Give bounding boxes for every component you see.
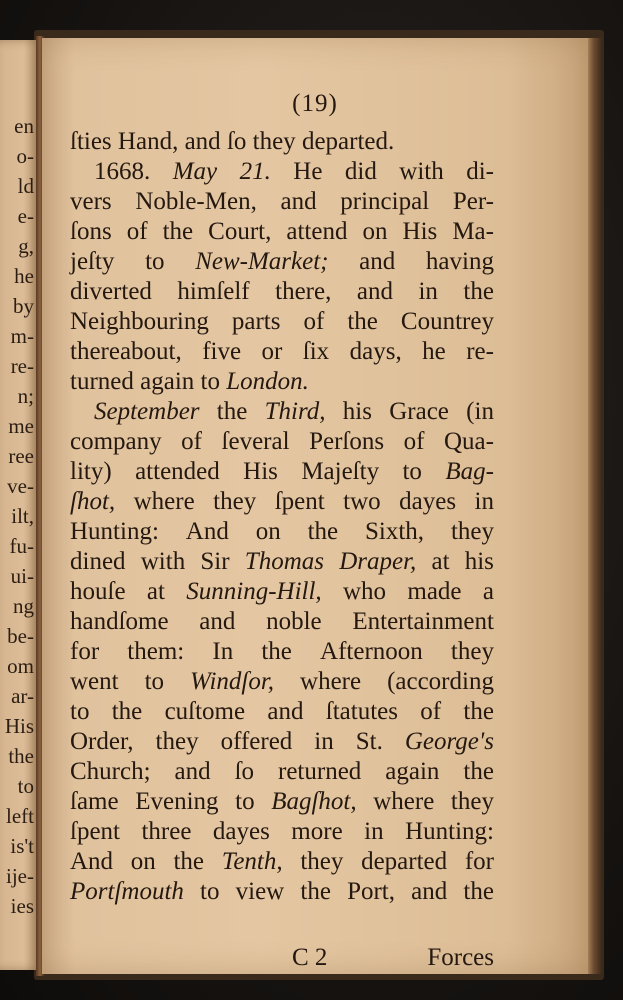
word: for: [70, 638, 100, 665]
word: the: [173, 848, 205, 875]
left-page-fragment: g,: [18, 234, 34, 258]
text-line: [70, 547, 494, 577]
word: where: [133, 488, 195, 515]
left-page-fragment: His: [4, 714, 34, 738]
word: five: [202, 338, 242, 365]
left-page-fragment: ve-: [7, 474, 34, 498]
word: in: [418, 278, 438, 305]
word: who: [343, 578, 387, 605]
text-line: [70, 157, 494, 187]
word: lity): [70, 458, 112, 485]
text-line: [70, 187, 494, 217]
word: they: [300, 848, 344, 875]
word: St.: [355, 728, 383, 755]
word: more: [291, 818, 343, 845]
word: view: [235, 878, 285, 905]
word: Bag-: [445, 458, 494, 485]
word: again: [140, 368, 201, 395]
word: to: [235, 788, 255, 815]
word: of: [303, 308, 325, 335]
word: New-Market;: [195, 248, 329, 275]
page-body-text: [70, 127, 494, 907]
text-line: [70, 307, 494, 337]
word: the: [111, 698, 143, 725]
text-line: [70, 127, 494, 157]
word: Bagſhot,: [271, 788, 357, 815]
word: parts: [231, 308, 281, 335]
word: on: [362, 218, 388, 245]
word: to: [200, 368, 227, 395]
book-page: [42, 38, 588, 974]
word: attended: [135, 458, 220, 485]
left-page-fragment: be-: [7, 624, 34, 648]
word: for: [464, 848, 494, 875]
signature-mark: C 2: [292, 944, 328, 971]
word: ſties: [70, 128, 118, 155]
left-page-fragment: om: [7, 654, 34, 678]
left-page-fragment: ui-: [10, 564, 34, 588]
word: the: [347, 308, 378, 335]
text-line: [70, 427, 494, 457]
word: And: [70, 848, 114, 875]
word: having: [425, 248, 494, 275]
word: Third,: [264, 398, 326, 425]
left-page-fragment: en: [14, 114, 34, 138]
word: of: [420, 698, 442, 725]
catchword: Forces: [427, 944, 494, 971]
left-page-fragment: ng: [13, 594, 34, 618]
left-page-fragment: ije-: [6, 864, 34, 888]
word: dayes: [399, 488, 457, 515]
word: did: [344, 158, 377, 185]
word: Sixth,: [365, 518, 425, 545]
word: Church;: [70, 758, 151, 785]
word: the: [300, 878, 331, 905]
word: jeſty: [70, 248, 115, 275]
word: the: [162, 218, 194, 245]
left-page-fragment: e-: [17, 204, 34, 228]
word: di-: [466, 158, 494, 185]
word: turned: [70, 368, 141, 395]
text-line: [70, 757, 494, 787]
word: Grace: [389, 398, 449, 425]
word: the: [463, 278, 494, 305]
word: and: [280, 188, 317, 215]
word: the: [307, 518, 339, 545]
word: attend: [286, 218, 348, 245]
word: (according: [387, 668, 494, 695]
word: 1668.: [94, 158, 151, 185]
word: Majeſty: [301, 458, 380, 485]
page-footer: [70, 943, 494, 973]
word: Hunting:: [70, 518, 159, 545]
word: Entertainment: [352, 608, 494, 635]
word: two: [343, 488, 381, 515]
word: diverted: [70, 278, 152, 305]
word: ſtatutes: [325, 698, 398, 725]
word: made: [407, 578, 462, 605]
word: his: [464, 548, 494, 575]
word: Qua-: [443, 428, 494, 455]
word: the: [463, 698, 494, 725]
word: re-: [466, 338, 494, 365]
left-page-fragment: m-: [10, 324, 34, 348]
left-page-fragment: fu-: [9, 534, 34, 558]
word: September: [94, 398, 200, 425]
word: they: [450, 638, 494, 665]
left-page-fragment: ld: [17, 174, 34, 198]
word: Neighbouring: [70, 308, 209, 335]
word: in: [474, 488, 494, 515]
word: Afternoon: [320, 638, 423, 665]
word: in: [314, 728, 334, 755]
left-page-fragment: ree: [8, 444, 34, 468]
word: May: [172, 158, 218, 185]
word: ſpent: [274, 488, 325, 515]
word: and: [356, 278, 393, 305]
word: they: [450, 518, 494, 545]
word: himſelf: [177, 278, 250, 305]
word: Portſmouth: [70, 878, 184, 905]
word: of: [403, 428, 425, 455]
text-line: [70, 667, 494, 697]
word: his: [342, 398, 372, 425]
word: at: [431, 548, 450, 575]
left-page-fragment: by: [13, 294, 34, 318]
word: noble: [266, 608, 322, 635]
word: handſome: [70, 608, 169, 635]
word: with: [399, 158, 444, 185]
word: and: [184, 128, 227, 155]
word: Countrey: [400, 308, 494, 335]
word: of: [181, 428, 202, 455]
word: Hand,: [117, 128, 185, 155]
word: ſons: [70, 218, 112, 245]
word: offered: [220, 728, 293, 755]
word: vers: [70, 188, 112, 215]
word: Sir: [200, 548, 230, 575]
left-page-fragment: me: [8, 414, 34, 438]
left-page-fragment: re-: [10, 354, 34, 378]
word: the: [261, 638, 292, 665]
word: on: [130, 848, 156, 875]
word: to: [70, 698, 90, 725]
word: ſame: [70, 788, 119, 815]
text-line: [70, 277, 494, 307]
left-page-fragment: o-: [16, 144, 34, 168]
word: departed: [361, 848, 448, 875]
text-line: [70, 817, 494, 847]
left-page-fragment: is't: [10, 834, 34, 858]
word: London.: [226, 368, 309, 395]
word: Thomas: [244, 548, 324, 575]
text-line: [70, 697, 494, 727]
text-line: [70, 367, 494, 397]
word: 21.: [239, 158, 271, 185]
word: His: [402, 218, 438, 245]
left-facing-page: [0, 40, 40, 970]
word: them:: [127, 638, 185, 665]
word: ſo: [226, 128, 253, 155]
word: to: [402, 458, 422, 485]
text-line: [70, 607, 494, 637]
word: with: [140, 548, 186, 575]
left-page-fragment: to: [17, 774, 34, 798]
page-fore-edge: [588, 38, 602, 974]
word: and: [359, 248, 396, 275]
word: the: [463, 758, 494, 785]
word: and: [199, 608, 236, 635]
word: or: [261, 338, 283, 365]
word: they: [213, 488, 257, 515]
left-page-fragment: the: [8, 744, 34, 768]
word: Sunning-Hill,: [186, 578, 322, 605]
word: and: [411, 878, 448, 905]
word: the: [216, 398, 248, 425]
word: Draper,: [339, 548, 417, 575]
word: Windſor,: [190, 668, 275, 695]
word: at: [146, 578, 165, 605]
text-line: [70, 727, 494, 757]
text-line: [70, 577, 494, 607]
word: (in: [466, 398, 494, 425]
text-line: [70, 877, 494, 907]
text-line: [70, 397, 494, 427]
text-line: [70, 337, 494, 367]
word: he: [422, 338, 446, 365]
word: Ma-: [452, 218, 494, 245]
word: ſeveral: [221, 428, 290, 455]
word: the: [463, 878, 494, 905]
left-page-fragment: ar-: [11, 684, 34, 708]
word: And: [185, 518, 229, 545]
word: In: [212, 638, 234, 665]
word: ſhot,: [70, 488, 116, 515]
word: and: [174, 758, 211, 785]
word: they: [155, 728, 199, 755]
word: again: [385, 758, 440, 785]
word: ſpent: [70, 818, 120, 845]
word: Hunting:: [405, 818, 494, 845]
left-page-fragment: ilt,: [11, 504, 34, 528]
word: where: [300, 668, 362, 695]
word: they: [252, 128, 302, 155]
word: Evening: [135, 788, 219, 815]
word: His: [243, 458, 278, 485]
word: three: [141, 818, 192, 845]
text-line: [70, 457, 494, 487]
word: Noble-Men,: [135, 188, 257, 215]
left-page-fragment: left: [6, 804, 34, 828]
word: Order,: [70, 728, 134, 755]
text-line: [70, 787, 494, 817]
word: to: [200, 878, 220, 905]
word: ſo: [234, 758, 255, 785]
word: Port,: [347, 878, 396, 905]
word: returned: [278, 758, 362, 785]
word: departed.: [301, 128, 395, 155]
text-line: [70, 517, 494, 547]
word: they: [450, 788, 494, 815]
word: cuſtome: [164, 698, 246, 725]
word: George's: [404, 728, 494, 755]
word: principal: [340, 188, 430, 215]
word: days,: [349, 338, 402, 365]
word: of: [126, 218, 148, 245]
word: Per-: [452, 188, 494, 215]
word: thereabout,: [70, 338, 182, 365]
word: a: [482, 578, 494, 605]
word: to: [144, 668, 165, 695]
word: where: [373, 788, 435, 815]
word: ſix: [302, 338, 330, 365]
text-line: [70, 487, 494, 517]
text-line: [70, 637, 494, 667]
word: in: [364, 818, 384, 845]
word: Court,: [208, 218, 272, 245]
left-page-fragment: n;: [17, 384, 34, 408]
text-line: [70, 847, 494, 877]
word: houſe: [70, 578, 126, 605]
page-number: (19): [292, 90, 338, 117]
left-page-fragment: he: [14, 264, 34, 288]
word: Perſons: [309, 428, 385, 455]
word: to: [145, 248, 165, 275]
word: on: [255, 518, 281, 545]
left-page-fragment: ies: [10, 894, 34, 918]
word: dined: [70, 548, 126, 575]
word: He: [293, 158, 323, 185]
text-line: [70, 217, 494, 247]
word: there,: [275, 278, 332, 305]
word: dayes: [212, 818, 270, 845]
word: company: [70, 428, 162, 455]
text-line: [70, 247, 494, 277]
word: and: [267, 698, 304, 725]
word: went: [70, 668, 119, 695]
word: Tenth,: [221, 848, 283, 875]
